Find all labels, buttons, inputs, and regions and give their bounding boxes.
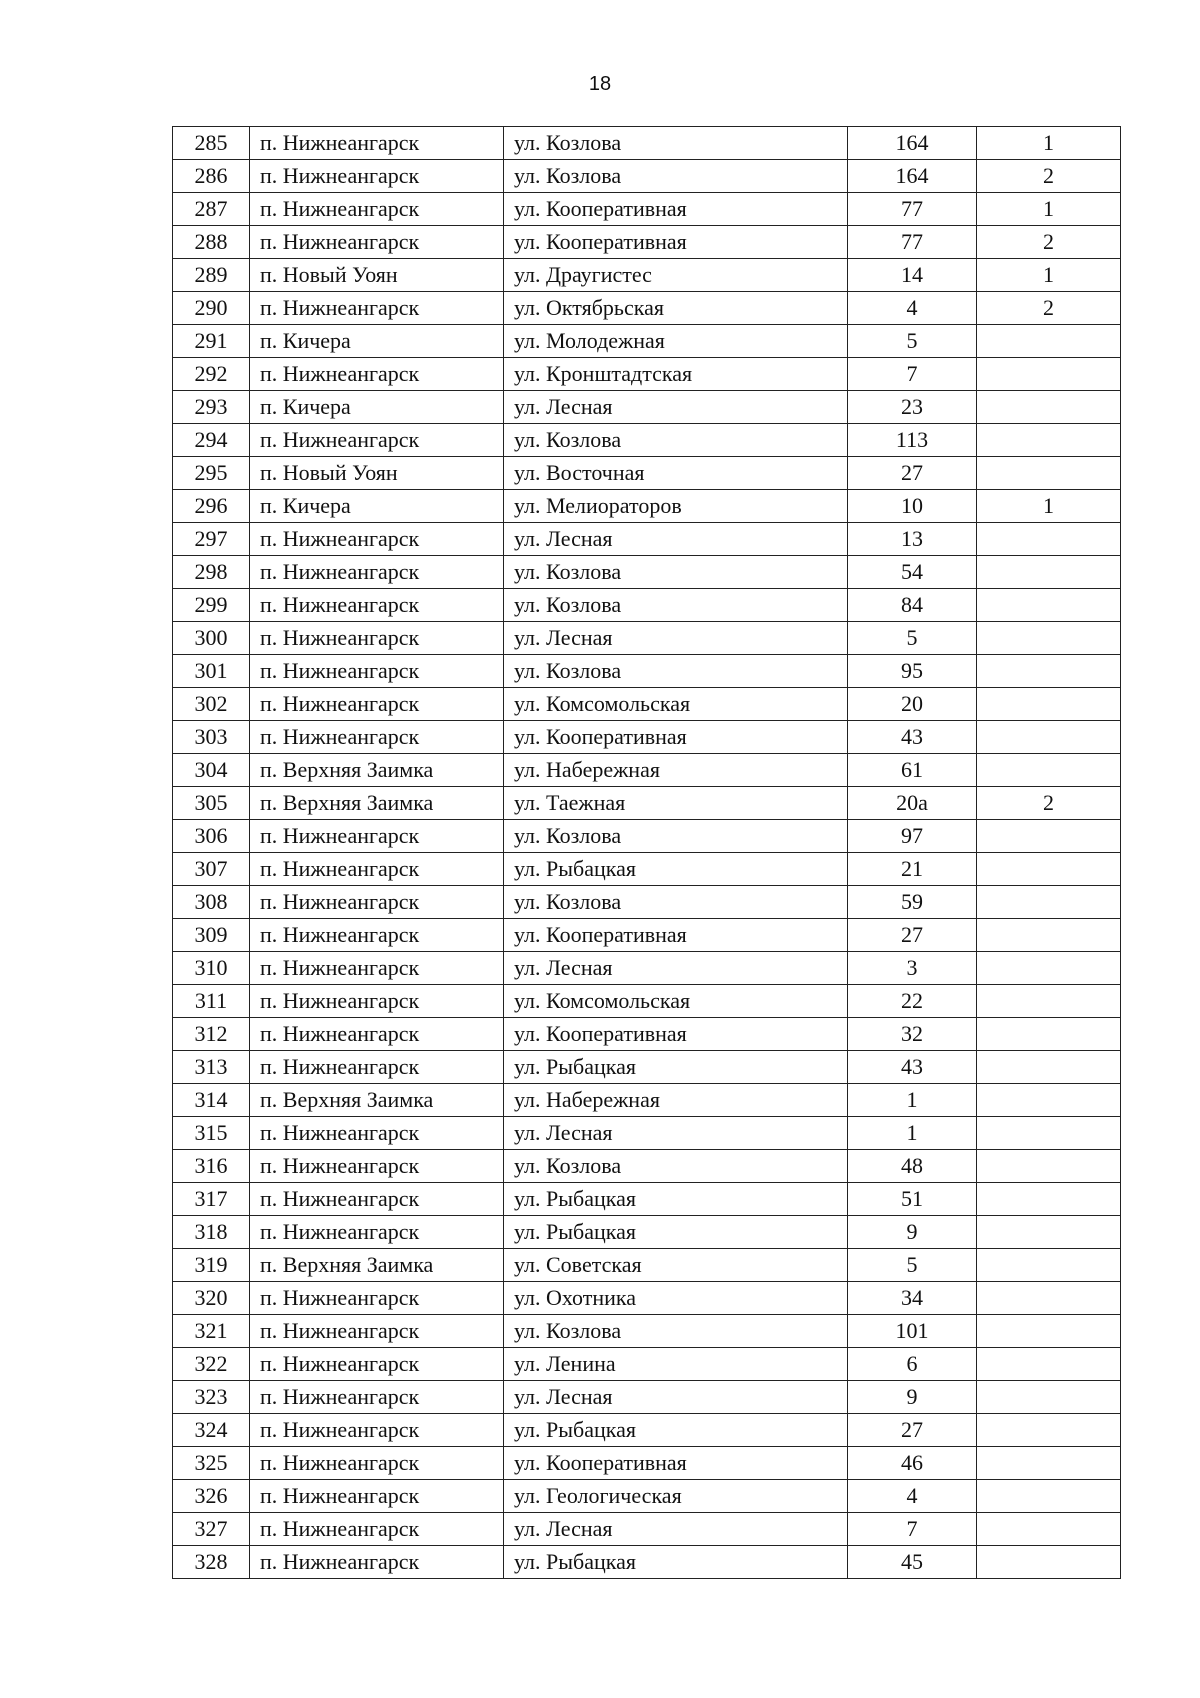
street-cell: ул. Советская: [504, 1249, 848, 1282]
house-number-cell: 164: [848, 127, 977, 160]
settlement-cell: п. Нижнеангарск: [250, 1282, 504, 1315]
street-cell: ул. Козлова: [504, 886, 848, 919]
house-number-cell: 34: [848, 1282, 977, 1315]
table-row: [173, 589, 1121, 622]
row-number-cell: 309: [173, 919, 250, 952]
row-number-cell: 304: [173, 754, 250, 787]
settlement-cell: п. Нижнеангарск: [250, 193, 504, 226]
apartment-cell: 2: [977, 226, 1121, 259]
house-number-cell: 45: [848, 1546, 977, 1579]
row-number-cell: 296: [173, 490, 250, 523]
apartment-cell: [977, 523, 1121, 556]
house-number-cell: 43: [848, 721, 977, 754]
street-cell: ул. Лесная: [504, 1513, 848, 1546]
table-row: [173, 259, 1121, 292]
table-row: [173, 655, 1121, 688]
street-cell: ул. Лесная: [504, 1381, 848, 1414]
row-number-cell: 324: [173, 1414, 250, 1447]
street-cell: ул. Комсомольская: [504, 688, 848, 721]
settlement-cell: п. Кичера: [250, 325, 504, 358]
settlement-cell: п. Верхняя Заимка: [250, 754, 504, 787]
apartment-cell: 1: [977, 490, 1121, 523]
table-row: [173, 292, 1121, 325]
row-number-cell: 325: [173, 1447, 250, 1480]
table-row: [173, 1183, 1121, 1216]
house-number-cell: 5: [848, 1249, 977, 1282]
apartment-cell: [977, 1051, 1121, 1084]
apartment-cell: [977, 1546, 1121, 1579]
row-number-cell: 319: [173, 1249, 250, 1282]
settlement-cell: п. Нижнеангарск: [250, 523, 504, 556]
house-number-cell: 46: [848, 1447, 977, 1480]
apartment-cell: [977, 655, 1121, 688]
row-number-cell: 311: [173, 985, 250, 1018]
table-row: [173, 523, 1121, 556]
row-number-cell: 326: [173, 1480, 250, 1513]
row-number-cell: 321: [173, 1315, 250, 1348]
table-row: [173, 1315, 1121, 1348]
street-cell: ул. Рыбацкая: [504, 1051, 848, 1084]
table-row: [173, 1051, 1121, 1084]
house-number-cell: 20а: [848, 787, 977, 820]
house-number-cell: 84: [848, 589, 977, 622]
apartment-cell: 1: [977, 259, 1121, 292]
house-number-cell: 7: [848, 358, 977, 391]
settlement-cell: п. Верхняя Заимка: [250, 787, 504, 820]
settlement-cell: п. Нижнеангарск: [250, 1447, 504, 1480]
apartment-cell: [977, 1117, 1121, 1150]
settlement-cell: п. Верхняя Заимка: [250, 1249, 504, 1282]
table-row: [173, 391, 1121, 424]
row-number-cell: 328: [173, 1546, 250, 1579]
street-cell: ул. Лесная: [504, 952, 848, 985]
table-row: [173, 1480, 1121, 1513]
table-row: [173, 886, 1121, 919]
row-number-cell: 310: [173, 952, 250, 985]
street-cell: ул. Восточная: [504, 457, 848, 490]
table-row: [173, 919, 1121, 952]
house-number-cell: 97: [848, 820, 977, 853]
apartment-cell: [977, 1183, 1121, 1216]
row-number-cell: 318: [173, 1216, 250, 1249]
apartment-cell: [977, 853, 1121, 886]
settlement-cell: п. Нижнеангарск: [250, 1546, 504, 1579]
apartment-cell: [977, 1447, 1121, 1480]
settlement-cell: п. Нижнеангарск: [250, 622, 504, 655]
row-number-cell: 307: [173, 853, 250, 886]
house-number-cell: 51: [848, 1183, 977, 1216]
house-number-cell: 6: [848, 1348, 977, 1381]
table-row: [173, 556, 1121, 589]
street-cell: ул. Кронштадтская: [504, 358, 848, 391]
table-row: [173, 193, 1121, 226]
settlement-cell: п. Нижнеангарск: [250, 556, 504, 589]
house-number-cell: 27: [848, 457, 977, 490]
row-number-cell: 323: [173, 1381, 250, 1414]
street-cell: ул. Козлова: [504, 160, 848, 193]
settlement-cell: п. Нижнеангарск: [250, 1315, 504, 1348]
settlement-cell: п. Верхняя Заимка: [250, 1084, 504, 1117]
house-number-cell: 48: [848, 1150, 977, 1183]
street-cell: ул. Набережная: [504, 754, 848, 787]
settlement-cell: п. Нижнеангарск: [250, 1480, 504, 1513]
apartment-cell: [977, 754, 1121, 787]
table-row: [173, 787, 1121, 820]
house-number-cell: 1: [848, 1084, 977, 1117]
row-number-cell: 299: [173, 589, 250, 622]
apartment-cell: 1: [977, 127, 1121, 160]
street-cell: ул. Козлова: [504, 424, 848, 457]
table-row: [173, 490, 1121, 523]
table-row: [173, 622, 1121, 655]
row-number-cell: 300: [173, 622, 250, 655]
table-row: [173, 754, 1121, 787]
house-number-cell: 61: [848, 754, 977, 787]
apartment-cell: [977, 622, 1121, 655]
table-row: [173, 1117, 1121, 1150]
house-number-cell: 10: [848, 490, 977, 523]
apartment-cell: [977, 1315, 1121, 1348]
street-cell: ул. Козлова: [504, 1315, 848, 1348]
table-row: [173, 820, 1121, 853]
apartment-cell: [977, 325, 1121, 358]
settlement-cell: п. Нижнеангарск: [250, 1348, 504, 1381]
settlement-cell: п. Новый Уоян: [250, 259, 504, 292]
row-number-cell: 306: [173, 820, 250, 853]
row-number-cell: 292: [173, 358, 250, 391]
row-number-cell: 312: [173, 1018, 250, 1051]
apartment-cell: [977, 952, 1121, 985]
apartment-cell: [977, 1282, 1121, 1315]
apartment-cell: [977, 391, 1121, 424]
street-cell: ул. Козлова: [504, 1150, 848, 1183]
row-number-cell: 316: [173, 1150, 250, 1183]
settlement-cell: п. Нижнеангарск: [250, 886, 504, 919]
row-number-cell: 315: [173, 1117, 250, 1150]
settlement-cell: п. Кичера: [250, 391, 504, 424]
address-table: [172, 126, 1121, 1579]
row-number-cell: 293: [173, 391, 250, 424]
settlement-cell: п. Нижнеангарск: [250, 919, 504, 952]
apartment-cell: 2: [977, 160, 1121, 193]
apartment-cell: [977, 1381, 1121, 1414]
house-number-cell: 95: [848, 655, 977, 688]
apartment-cell: [977, 1480, 1121, 1513]
table-row: [173, 1084, 1121, 1117]
street-cell: ул. Рыбацкая: [504, 853, 848, 886]
street-cell: ул. Комсомольская: [504, 985, 848, 1018]
house-number-cell: 27: [848, 919, 977, 952]
table-row: [173, 358, 1121, 391]
apartment-cell: [977, 556, 1121, 589]
house-number-cell: 13: [848, 523, 977, 556]
table-row: [173, 325, 1121, 358]
table-row: [173, 1150, 1121, 1183]
table-row: [173, 1348, 1121, 1381]
house-number-cell: 9: [848, 1381, 977, 1414]
settlement-cell: п. Нижнеангарск: [250, 853, 504, 886]
house-number-cell: 43: [848, 1051, 977, 1084]
row-number-cell: 294: [173, 424, 250, 457]
house-number-cell: 101: [848, 1315, 977, 1348]
settlement-cell: п. Нижнеангарск: [250, 1183, 504, 1216]
street-cell: ул. Козлова: [504, 127, 848, 160]
row-number-cell: 290: [173, 292, 250, 325]
house-number-cell: 21: [848, 853, 977, 886]
street-cell: ул. Молодежная: [504, 325, 848, 358]
apartment-cell: [977, 919, 1121, 952]
table-row: [173, 952, 1121, 985]
table-row: [173, 1018, 1121, 1051]
street-cell: ул. Козлова: [504, 655, 848, 688]
apartment-cell: [977, 1084, 1121, 1117]
house-number-cell: 77: [848, 193, 977, 226]
settlement-cell: п. Нижнеангарск: [250, 127, 504, 160]
house-number-cell: 1: [848, 1117, 977, 1150]
row-number-cell: 322: [173, 1348, 250, 1381]
row-number-cell: 289: [173, 259, 250, 292]
house-number-cell: 54: [848, 556, 977, 589]
house-number-cell: 23: [848, 391, 977, 424]
row-number-cell: 291: [173, 325, 250, 358]
settlement-cell: п. Нижнеангарск: [250, 292, 504, 325]
apartment-cell: [977, 820, 1121, 853]
apartment-cell: [977, 1150, 1121, 1183]
settlement-cell: п. Нижнеангарск: [250, 1051, 504, 1084]
apartment-cell: [977, 985, 1121, 1018]
street-cell: ул. Геологическая: [504, 1480, 848, 1513]
street-cell: ул. Мелиораторов: [504, 490, 848, 523]
settlement-cell: п. Нижнеангарск: [250, 1018, 504, 1051]
table-row: [173, 160, 1121, 193]
row-number-cell: 317: [173, 1183, 250, 1216]
street-cell: ул. Охотника: [504, 1282, 848, 1315]
row-number-cell: 320: [173, 1282, 250, 1315]
settlement-cell: п. Нижнеангарск: [250, 358, 504, 391]
house-number-cell: 164: [848, 160, 977, 193]
row-number-cell: 295: [173, 457, 250, 490]
apartment-cell: [977, 589, 1121, 622]
street-cell: ул. Набережная: [504, 1084, 848, 1117]
house-number-cell: 32: [848, 1018, 977, 1051]
street-cell: ул. Кооперативная: [504, 1447, 848, 1480]
street-cell: ул. Лесная: [504, 1117, 848, 1150]
settlement-cell: п. Нижнеангарск: [250, 655, 504, 688]
settlement-cell: п. Нижнеангарск: [250, 589, 504, 622]
table-row: [173, 1513, 1121, 1546]
street-cell: ул. Рыбацкая: [504, 1183, 848, 1216]
settlement-cell: п. Нижнеангарск: [250, 1414, 504, 1447]
row-number-cell: 327: [173, 1513, 250, 1546]
apartment-cell: 2: [977, 787, 1121, 820]
row-number-cell: 314: [173, 1084, 250, 1117]
table-row: [173, 1282, 1121, 1315]
house-number-cell: 4: [848, 292, 977, 325]
row-number-cell: 288: [173, 226, 250, 259]
settlement-cell: п. Кичера: [250, 490, 504, 523]
table-row: [173, 1249, 1121, 1282]
settlement-cell: п. Нижнеангарск: [250, 721, 504, 754]
house-number-cell: 5: [848, 325, 977, 358]
street-cell: ул. Рыбацкая: [504, 1216, 848, 1249]
apartment-cell: [977, 1216, 1121, 1249]
settlement-cell: п. Нижнеангарск: [250, 424, 504, 457]
row-number-cell: 297: [173, 523, 250, 556]
apartment-cell: [977, 358, 1121, 391]
street-cell: ул. Кооперативная: [504, 226, 848, 259]
apartment-cell: [977, 1414, 1121, 1447]
house-number-cell: 113: [848, 424, 977, 457]
street-cell: ул. Лесная: [504, 391, 848, 424]
street-cell: ул. Козлова: [504, 589, 848, 622]
street-cell: ул. Таежная: [504, 787, 848, 820]
table-row: [173, 688, 1121, 721]
settlement-cell: п. Нижнеангарск: [250, 688, 504, 721]
house-number-cell: 77: [848, 226, 977, 259]
apartment-cell: [977, 457, 1121, 490]
row-number-cell: 305: [173, 787, 250, 820]
apartment-cell: [977, 424, 1121, 457]
street-cell: ул. Лесная: [504, 523, 848, 556]
house-number-cell: 7: [848, 1513, 977, 1546]
house-number-cell: 22: [848, 985, 977, 1018]
table-row: [173, 1447, 1121, 1480]
street-cell: ул. Кооперативная: [504, 721, 848, 754]
table-row: [173, 127, 1121, 160]
table-row: [173, 457, 1121, 490]
row-number-cell: 285: [173, 127, 250, 160]
table-row: [173, 985, 1121, 1018]
table-row: [173, 853, 1121, 886]
house-number-cell: 27: [848, 1414, 977, 1447]
settlement-cell: п. Нижнеангарск: [250, 985, 504, 1018]
apartment-cell: [977, 721, 1121, 754]
street-cell: ул. Ленина: [504, 1348, 848, 1381]
table-row: [173, 1216, 1121, 1249]
settlement-cell: п. Нижнеангарск: [250, 1381, 504, 1414]
street-cell: ул. Кооперативная: [504, 193, 848, 226]
page-number: 18: [588, 73, 612, 95]
row-number-cell: 303: [173, 721, 250, 754]
house-number-cell: 14: [848, 259, 977, 292]
table-row: [173, 226, 1121, 259]
house-number-cell: 9: [848, 1216, 977, 1249]
house-number-cell: 5: [848, 622, 977, 655]
settlement-cell: п. Новый Уоян: [250, 457, 504, 490]
apartment-cell: [977, 1249, 1121, 1282]
street-cell: ул. Октябрьская: [504, 292, 848, 325]
house-number-cell: 4: [848, 1480, 977, 1513]
row-number-cell: 298: [173, 556, 250, 589]
apartment-cell: 2: [977, 292, 1121, 325]
settlement-cell: п. Нижнеангарск: [250, 160, 504, 193]
house-number-cell: 59: [848, 886, 977, 919]
row-number-cell: 313: [173, 1051, 250, 1084]
row-number-cell: 286: [173, 160, 250, 193]
street-cell: ул. Рыбацкая: [504, 1546, 848, 1579]
table-row: [173, 424, 1121, 457]
row-number-cell: 302: [173, 688, 250, 721]
street-cell: ул. Рыбацкая: [504, 1414, 848, 1447]
settlement-cell: п. Нижнеангарск: [250, 1150, 504, 1183]
street-cell: ул. Козлова: [504, 820, 848, 853]
settlement-cell: п. Нижнеангарск: [250, 1117, 504, 1150]
table-row: [173, 1546, 1121, 1579]
address-table-body: [173, 127, 1121, 1579]
table-row: [173, 721, 1121, 754]
house-number-cell: 3: [848, 952, 977, 985]
street-cell: ул. Кооперативная: [504, 1018, 848, 1051]
settlement-cell: п. Нижнеангарск: [250, 952, 504, 985]
apartment-cell: 1: [977, 193, 1121, 226]
street-cell: ул. Кооперативная: [504, 919, 848, 952]
apartment-cell: [977, 1513, 1121, 1546]
table-row: [173, 1381, 1121, 1414]
apartment-cell: [977, 1018, 1121, 1051]
settlement-cell: п. Нижнеангарск: [250, 820, 504, 853]
row-number-cell: 287: [173, 193, 250, 226]
street-cell: ул. Козлова: [504, 556, 848, 589]
apartment-cell: [977, 1348, 1121, 1381]
street-cell: ул. Драугистес: [504, 259, 848, 292]
settlement-cell: п. Нижнеангарск: [250, 1513, 504, 1546]
street-cell: ул. Лесная: [504, 622, 848, 655]
table-row: [173, 1414, 1121, 1447]
house-number-cell: 20: [848, 688, 977, 721]
apartment-cell: [977, 688, 1121, 721]
settlement-cell: п. Нижнеангарск: [250, 226, 504, 259]
row-number-cell: 308: [173, 886, 250, 919]
apartment-cell: [977, 886, 1121, 919]
row-number-cell: 301: [173, 655, 250, 688]
settlement-cell: п. Нижнеангарск: [250, 1216, 504, 1249]
